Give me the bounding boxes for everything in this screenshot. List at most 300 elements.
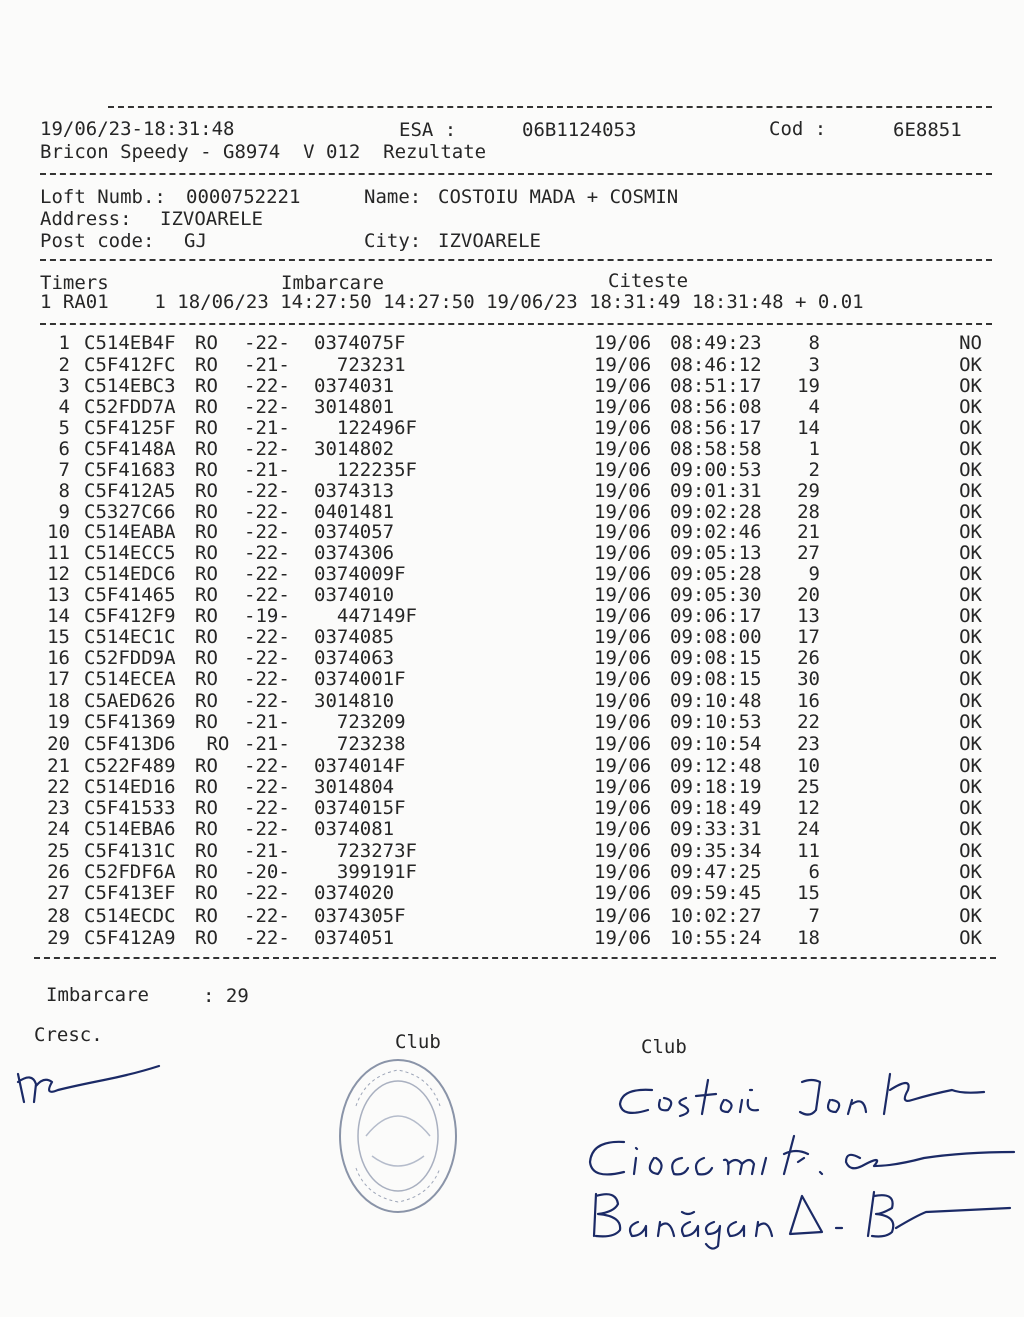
timer-line: 1 RA01 1 18/06/23 14:27:50 14:27:50 19/06/23 18:31:49 18:31:48 + 0.01 [40, 291, 864, 313]
row-index: 10 [47, 521, 70, 543]
ring-year: -22- [244, 438, 290, 460]
arrival-time: 09:01:31 [670, 480, 762, 502]
ring-number: 0374001F [314, 668, 406, 690]
row-index: 7 [58, 459, 70, 481]
row-index: 2 [58, 354, 70, 376]
country-code: RO [195, 690, 218, 712]
ring-code: C5F4125F [84, 417, 176, 439]
country-code: RO [195, 375, 218, 397]
ring-number: 122496F [314, 417, 417, 439]
row-index: 26 [47, 861, 70, 883]
ring-year: -22- [244, 647, 290, 669]
arrival-time: 09:10:54 [670, 733, 762, 755]
status: OK [959, 797, 982, 819]
arrival-time: 09:00:53 [670, 459, 762, 481]
arrival-date: 19/06 [594, 882, 652, 904]
arrival-time: 08:51:17 [670, 375, 762, 397]
arrival-date: 19/06 [594, 521, 652, 543]
arrival-date: 19/06 [594, 459, 652, 481]
ring-year: -21- [244, 417, 290, 439]
arrival-date: 19/06 [594, 605, 652, 627]
table-row [0, 501, 1024, 522]
ring-number: 3014802 [314, 438, 395, 460]
ring-year: -22- [244, 584, 290, 606]
position: 4 [808, 396, 820, 418]
position: 17 [797, 626, 820, 648]
device-line: Bricon Speedy - G8974 V 012 Rezultate [40, 141, 487, 163]
ring-year: -21- [244, 459, 290, 481]
country-code: RO [195, 840, 218, 862]
arrival-date: 19/06 [594, 861, 652, 883]
ring-number: 447149F [314, 605, 417, 627]
arrival-time: 08:56:17 [670, 417, 762, 439]
arrival-time: 09:59:45 [670, 882, 762, 904]
table-row [0, 927, 1024, 948]
status: OK [959, 501, 982, 523]
arrival-time: 09:05:13 [670, 542, 762, 564]
club-label-right: Club [641, 1036, 687, 1058]
row-index: 15 [47, 626, 70, 648]
ring-year: -21- [244, 354, 290, 376]
table-row [0, 882, 1024, 903]
ring-number: 0374063 [314, 647, 395, 669]
country-code: RO [195, 438, 218, 460]
status: OK [959, 563, 982, 585]
citeste-column-label: Citeste [608, 270, 689, 292]
signature-cioceanu [584, 1128, 1020, 1186]
position: 20 [797, 584, 820, 606]
arrival-time: 09:18:19 [670, 776, 762, 798]
arrival-time: 09:05:28 [670, 563, 762, 585]
arrival-time: 09:35:34 [670, 840, 762, 862]
club-stamp [336, 1056, 460, 1216]
country-code: RO [195, 733, 230, 755]
ring-number: 0374031 [314, 375, 395, 397]
status: OK [959, 542, 982, 564]
table-row [0, 776, 1024, 797]
ring-number: 0374009F [314, 563, 406, 585]
ring-year: -22- [244, 542, 290, 564]
row-index: 14 [47, 605, 70, 627]
address-value: IZVOARELE [160, 208, 263, 230]
ring-number: 0374081 [314, 818, 395, 840]
country-code: RO [195, 626, 218, 648]
cresc-label: Cresc. [34, 1024, 103, 1046]
arrival-time: 09:08:15 [670, 647, 762, 669]
arrival-date: 19/06 [594, 417, 652, 439]
ring-year: -22- [244, 797, 290, 819]
row-index: 23 [47, 797, 70, 819]
ring-year: -21- [244, 733, 290, 755]
ring-year: -22- [244, 563, 290, 585]
table-row [0, 396, 1024, 417]
ring-code: C5F41683 [84, 459, 176, 481]
arrival-date: 19/06 [594, 690, 652, 712]
row-index: 17 [47, 668, 70, 690]
position: 2 [808, 459, 820, 481]
position: 14 [797, 417, 820, 439]
city-label: City: [364, 230, 422, 252]
status: OK [959, 521, 982, 543]
table-row [0, 438, 1024, 459]
position: 29 [797, 480, 820, 502]
ring-code: C514EC1C [84, 626, 176, 648]
row-index: 20 [47, 733, 70, 755]
country-code: RO [195, 818, 218, 840]
ring-code: C514EABA [84, 521, 176, 543]
ring-code: C514EBA6 [84, 818, 176, 840]
arrival-date: 19/06 [594, 396, 652, 418]
country-code: RO [195, 927, 218, 949]
position: 21 [797, 521, 820, 543]
row-index: 19 [47, 711, 70, 733]
status: OK [959, 438, 982, 460]
position: 19 [797, 375, 820, 397]
ring-code: C5F412A9 [84, 927, 176, 949]
row-index: 28 [47, 905, 70, 927]
arrival-date: 19/06 [594, 797, 652, 819]
status: OK [959, 647, 982, 669]
arrival-time: 09:02:46 [670, 521, 762, 543]
arrival-date: 19/06 [594, 438, 652, 460]
status: OK [959, 882, 982, 904]
position: 13 [797, 605, 820, 627]
arrival-date: 19/06 [594, 501, 652, 523]
table-row [0, 818, 1024, 839]
table-row [0, 905, 1024, 926]
ring-year: -22- [244, 626, 290, 648]
ring-code: C514ECEA [84, 668, 176, 690]
arrival-time: 09:18:49 [670, 797, 762, 819]
ring-code: C5F41369 [84, 711, 176, 733]
country-code: RO [195, 605, 218, 627]
country-code: RO [195, 905, 218, 927]
imbarcare-column-label: Imbarcare [281, 272, 384, 294]
arrival-time: 08:58:58 [670, 438, 762, 460]
arrival-time: 09:10:53 [670, 711, 762, 733]
country-code: RO [195, 755, 218, 777]
row-index: 13 [47, 584, 70, 606]
table-row [0, 605, 1024, 626]
row-index: 29 [47, 927, 70, 949]
status: OK [959, 711, 982, 733]
ring-number: 0374051 [314, 927, 395, 949]
ring-year: -19- [244, 605, 290, 627]
arrival-time: 09:08:15 [670, 668, 762, 690]
ring-year: -22- [244, 927, 290, 949]
ring-number: 723209 [314, 711, 406, 733]
ring-code: C5F4148A [84, 438, 176, 460]
arrival-date: 19/06 [594, 711, 652, 733]
arrival-date: 19/06 [594, 755, 652, 777]
separator-loft [40, 259, 992, 261]
table-row [0, 690, 1024, 711]
signature-banagan [586, 1186, 1016, 1252]
position: 7 [808, 905, 820, 927]
city-value: IZVOARELE [438, 230, 541, 252]
ring-number: 3014810 [314, 690, 395, 712]
postcode-label: Post code: [40, 230, 155, 252]
table-row [0, 647, 1024, 668]
country-code: RO [195, 647, 218, 669]
status: OK [959, 840, 982, 862]
status: OK [959, 459, 982, 481]
arrival-date: 19/06 [594, 584, 652, 606]
status: OK [959, 626, 982, 648]
status: OK [959, 755, 982, 777]
name-label: Name: [364, 186, 422, 208]
arrival-time: 09:05:30 [670, 584, 762, 606]
position: 3 [808, 354, 820, 376]
club-label-left: Club [395, 1031, 441, 1053]
arrival-date: 19/06 [594, 647, 652, 669]
country-code: RO [195, 711, 218, 733]
ring-year: -22- [244, 480, 290, 502]
ring-code: C52FDD7A [84, 396, 176, 418]
ring-code: C514EDC6 [84, 563, 176, 585]
country-code: RO [195, 584, 218, 606]
ring-code: C514ED16 [84, 776, 176, 798]
arrival-time: 09:06:17 [670, 605, 762, 627]
row-index: 21 [47, 755, 70, 777]
row-index: 3 [58, 375, 70, 397]
arrival-date: 19/06 [594, 332, 652, 354]
arrival-date: 19/06 [594, 375, 652, 397]
status: OK [959, 776, 982, 798]
position: 23 [797, 733, 820, 755]
ring-year: -22- [244, 818, 290, 840]
country-code: RO [195, 501, 218, 523]
arrival-date: 19/06 [594, 905, 652, 927]
arrival-time: 10:55:24 [670, 927, 762, 949]
ring-number: 3014804 [314, 776, 395, 798]
row-index: 9 [58, 501, 70, 523]
table-row [0, 584, 1024, 605]
arrival-time: 09:12:48 [670, 755, 762, 777]
ring-year: -22- [244, 882, 290, 904]
ring-number: 0374306 [314, 542, 395, 564]
postcode-value: GJ [184, 230, 207, 252]
row-index: 16 [47, 647, 70, 669]
status: OK [959, 733, 982, 755]
country-code: RO [195, 396, 218, 418]
country-code: RO [195, 542, 218, 564]
status: OK [959, 668, 982, 690]
ring-code: C5F4131C [84, 840, 176, 862]
country-code: RO [195, 797, 218, 819]
timers-label: Timers [40, 272, 109, 294]
country-code: RO [195, 563, 218, 585]
position: 22 [797, 711, 820, 733]
name-value: COSTOIU MADA + COSMIN [438, 186, 679, 208]
imbarcare-total-label: Imbarcare [46, 984, 149, 1006]
arrival-time: 09:02:28 [670, 501, 762, 523]
row-index: 25 [47, 840, 70, 862]
ring-year: -22- [244, 521, 290, 543]
table-row [0, 711, 1024, 732]
arrival-date: 19/06 [594, 818, 652, 840]
position: 24 [797, 818, 820, 840]
status: OK [959, 605, 982, 627]
arrival-time: 09:10:48 [670, 690, 762, 712]
country-code: RO [195, 354, 218, 376]
position: 9 [808, 563, 820, 585]
country-code: RO [195, 882, 218, 904]
ring-code: C5F41465 [84, 584, 176, 606]
country-code: RO [195, 776, 218, 798]
address-label: Address: [40, 208, 132, 230]
ring-number: 0374014F [314, 755, 406, 777]
position: 30 [797, 668, 820, 690]
status: NO [959, 332, 982, 354]
status: OK [959, 375, 982, 397]
ring-code: C5AED626 [84, 690, 176, 712]
status: OK [959, 690, 982, 712]
report-datetime: 19/06/23-18:31:48 [40, 118, 235, 140]
separator-top [108, 106, 992, 108]
cod-value: 6E8851 [893, 119, 962, 141]
arrival-date: 19/06 [594, 563, 652, 585]
arrival-date: 19/06 [594, 668, 652, 690]
table-row [0, 668, 1024, 689]
arrival-date: 19/06 [594, 776, 652, 798]
table-row [0, 375, 1024, 396]
country-code: RO [195, 332, 218, 354]
ring-code: C514ECDC [84, 905, 176, 927]
ring-code: C5F413EF [84, 882, 176, 904]
ring-code: C52FDF6A [84, 861, 176, 883]
arrival-date: 19/06 [594, 733, 652, 755]
ring-number: 0374305F [314, 905, 406, 927]
row-index: 6 [58, 438, 70, 460]
ring-code: C514ECC5 [84, 542, 176, 564]
row-index: 5 [58, 417, 70, 439]
position: 12 [797, 797, 820, 819]
country-code: RO [195, 480, 218, 502]
ring-number: 0401481 [314, 501, 395, 523]
status: OK [959, 396, 982, 418]
position: 15 [797, 882, 820, 904]
position: 16 [797, 690, 820, 712]
row-index: 22 [47, 776, 70, 798]
position: 11 [797, 840, 820, 862]
table-row [0, 626, 1024, 647]
ring-number: 0374015F [314, 797, 406, 819]
table-row [0, 354, 1024, 375]
ring-number: 0374075F [314, 332, 406, 354]
position: 18 [797, 927, 820, 949]
table-row [0, 797, 1024, 818]
arrival-time: 09:33:31 [670, 818, 762, 840]
arrival-date: 19/06 [594, 840, 652, 862]
ring-code: C514EBC3 [84, 375, 176, 397]
separator-results [34, 957, 996, 959]
table-row [0, 417, 1024, 438]
ring-year: -21- [244, 840, 290, 862]
row-index: 4 [58, 396, 70, 418]
ring-number: 723238 [314, 733, 406, 755]
country-code: RO [195, 459, 218, 481]
row-index: 12 [47, 563, 70, 585]
ring-code: C522F489 [84, 755, 176, 777]
arrival-date: 19/06 [594, 354, 652, 376]
cod-label: Cod : [769, 118, 827, 140]
loft-number-label: Loft Numb.: [40, 186, 166, 208]
status: OK [959, 417, 982, 439]
ring-number: 0374313 [314, 480, 395, 502]
status: OK [959, 861, 982, 883]
table-row [0, 521, 1024, 542]
row-index: 24 [47, 818, 70, 840]
row-index: 1 [58, 332, 70, 354]
table-row [0, 459, 1024, 480]
ring-code: C5F413D6 [84, 733, 176, 755]
arrival-time: 10:02:27 [670, 905, 762, 927]
ring-number: 399191F [314, 861, 417, 883]
ring-number: 122235F [314, 459, 417, 481]
table-row [0, 861, 1024, 882]
arrival-time: 09:08:00 [670, 626, 762, 648]
ring-year: -22- [244, 332, 290, 354]
arrival-time: 08:56:08 [670, 396, 762, 418]
country-code: RO [195, 521, 218, 543]
position: 27 [797, 542, 820, 564]
separator-header [40, 173, 992, 175]
status: OK [959, 818, 982, 840]
ring-number: 3014801 [314, 396, 395, 418]
status: OK [959, 354, 982, 376]
ring-code: C5F412F9 [84, 605, 176, 627]
ring-year: -22- [244, 690, 290, 712]
row-index: 11 [47, 542, 70, 564]
table-row [0, 332, 1024, 353]
row-index: 27 [47, 882, 70, 904]
ring-year: -22- [244, 755, 290, 777]
ring-year: -22- [244, 396, 290, 418]
arrival-date: 19/06 [594, 542, 652, 564]
status: OK [959, 584, 982, 606]
arrival-time: 08:49:23 [670, 332, 762, 354]
position: 10 [797, 755, 820, 777]
status: OK [959, 905, 982, 927]
table-row [0, 542, 1024, 563]
ring-code: C5F412FC [84, 354, 176, 376]
ring-number: 0374057 [314, 521, 395, 543]
ring-code: C514EB4F [84, 332, 176, 354]
ring-year: -22- [244, 375, 290, 397]
ring-code: C5F41533 [84, 797, 176, 819]
country-code: RO [195, 668, 218, 690]
ring-year: -22- [244, 905, 290, 927]
ring-year: -20- [244, 861, 290, 883]
signature-costoiu [612, 1060, 992, 1126]
ring-number: 0374010 [314, 584, 395, 606]
table-row [0, 563, 1024, 584]
status: OK [959, 927, 982, 949]
status: OK [959, 480, 982, 502]
ring-number: 723273F [314, 840, 417, 862]
row-index: 18 [47, 690, 70, 712]
ring-year: -22- [244, 668, 290, 690]
position: 25 [797, 776, 820, 798]
position: 28 [797, 501, 820, 523]
ring-year: -22- [244, 501, 290, 523]
esa-label: ESA : [399, 119, 457, 141]
loft-number-value: 0000752221 [186, 186, 301, 208]
ring-number: 0374020 [314, 882, 395, 904]
arrival-time: 08:46:12 [670, 354, 762, 376]
country-code: RO [195, 417, 218, 439]
